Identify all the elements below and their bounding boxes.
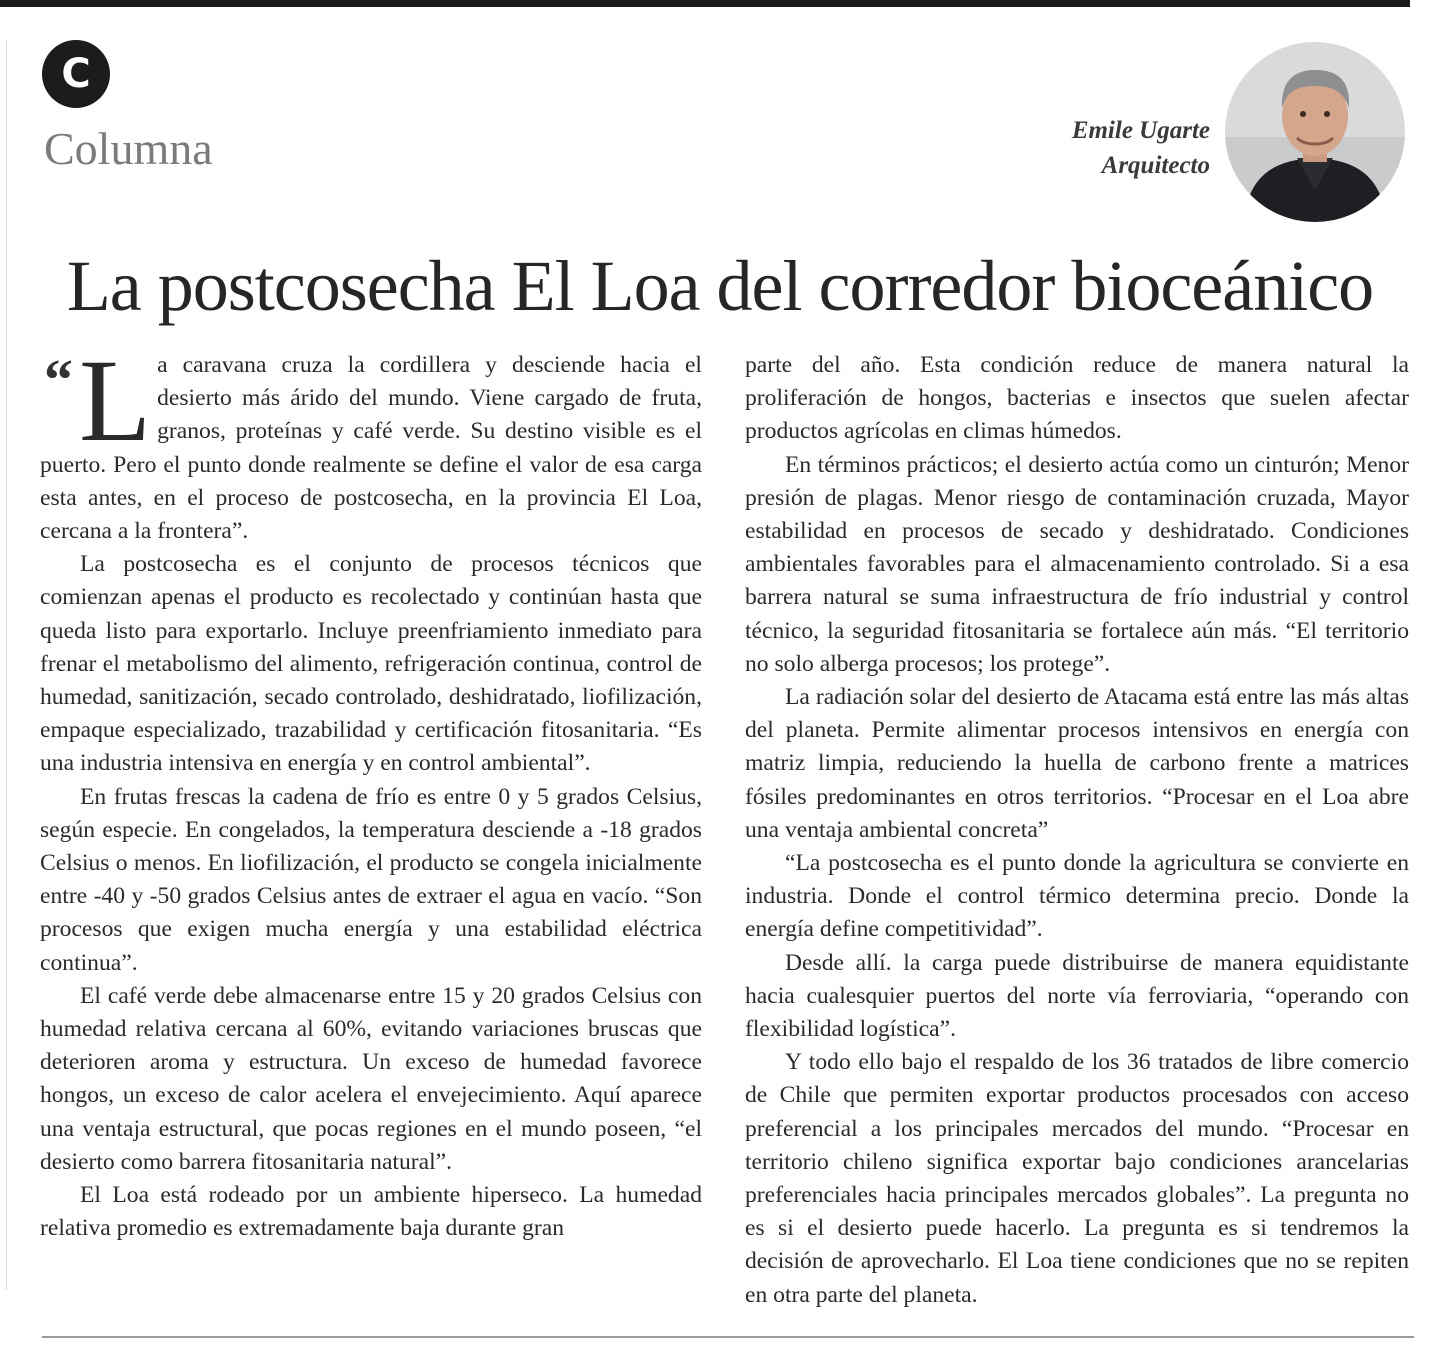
- author-photo: [1225, 42, 1405, 222]
- article-paragraph: parte del año. Esta condición reduce de manera natural la proliferación de hongos, bacterias e insectos que suelen afectar productos agrícolas en climas húmedos.: [745, 352, 1409, 445]
- article-paragraph: El Loa está rodeado por un ambiente hiperseco. La humedad relativa promedio es extremadamente baja durante gran: [40, 1182, 702, 1242]
- article-paragraph: Y todo ello bajo el respaldo de los 36 tratados de libre comercio de Chile que permiten exportar productos procesados con acceso preferencial a los principales mercados del mundo. “Procesar en territorio chileno significa exportar bajo condiciones arancelarias preferenciales hacia principales mercados globales”. La pregunta no es si el desierto puede hacerlo. La pregunta es si tendremos la decisión de aprovecharlo. El Loa tiene condiciones que no se repiten en otra parte del planeta.: [745, 1049, 1409, 1308]
- article-paragraph: La postcosecha es el conjunto de procesos técnicos que comienzan apenas el producto es recolectado y continúan hasta que queda listo para exportarlo. Incluye preenfriamiento inmediato para frenar el metabolismo del alimento, refrigeración continua, control de humedad, sanitización, secado controlado, deshidratado, liofilización, empaque especializado, trazabilidad y certificación fitosanitaria. “Es una industria intensiva en energía y en control ambiental”.: [40, 551, 702, 777]
- article-column-left: [40, 335, 702, 1245]
- article-paragraph: En términos prácticos; el desierto actúa como un cinturón; Menor presión de plagas. Menor riesgo de contaminación cruzada, Mayor estabilidad en procesos de secado y deshidratado. Condiciones ambientales favorables para el almacenamiento controlado. Si a esa barrera natural se suma infraestructura de frío industrial y control técnico, la seguridad fitosanitaria se fortalece aún más. “El territorio no solo alberga procesos; los protege”.: [745, 451, 1409, 677]
- headline: La postcosecha El Loa del corredor bioceánico: [66, 246, 1374, 326]
- paragraph-text: a caravana cruza la cordillera y desciende hacia el desierto más árido del mundo. Viene cargado de fruta, granos, proteínas y café verde. Su destino visible es el puerto. Pero el punto donde realmente se define el valor de esa carga esta antes, en el proceso de postcosecha, en la provincia El Loa, cercana a la frontera”.: [40, 352, 702, 545]
- author-name: Emile Ugarte: [1071, 117, 1210, 144]
- section-label: Columna: [44, 123, 213, 174]
- article-column-right: [745, 349, 1409, 1312]
- bottom-rule: [42, 1336, 1414, 1338]
- article-paragraph: [40, 335, 702, 548]
- author-role: Arquitecto: [1101, 152, 1210, 179]
- drop-cap: L: [79, 335, 152, 466]
- article-paragraph: “La postcosecha es el punto donde la agricultura se convierte en industria. Donde el control térmico determina precio. Donde la energía define competitividad”.: [745, 850, 1409, 943]
- left-margin-rule: [6, 40, 7, 1290]
- opening-quote-mark: “: [44, 347, 73, 412]
- byline: [1072, 113, 1210, 183]
- column-badge: C: [42, 40, 110, 108]
- article-paragraph: El café verde debe almacenarse entre 15 y 20 grados Celsius con humedad relativa cercana al 60%, evitando variaciones bruscas que deterioren aroma y estructura. Un exceso de humedad favorece hongos, un exceso de calor acelera el envejecimiento. Aquí aparece una ventaja estructural, que pocas regiones en el mundo poseen, “el desierto como barrera fitosanitaria natural”.: [40, 982, 702, 1175]
- top-rule: [0, 0, 1410, 7]
- author-portrait-icon: [1225, 42, 1405, 222]
- article-paragraph: La radiación solar del desierto de Atacama está entre las más altas del planeta. Permite alimentar procesos intensivos en energía con matriz limpia, reduciendo la huella de carbono frente a matrices fósiles predominantes en otros territorios. “Procesar en el Loa abre una ventaja ambiental concreta”: [745, 684, 1409, 843]
- article-paragraph: Desde allí. la carga puede distribuirse de manera equidistante hacia cualesquier puertos del norte vía ferroviaria, “operando con flexibilidad logística”.: [745, 949, 1409, 1043]
- article-paragraph: En frutas frescas la cadena de frío es entre 0 y 5 grados Celsius, según especie. En congelados, la temperatura desciende a -18 grados Celsius o menos. En liofilización, el producto se congela inicialmente entre -40 y -50 grados Celsius antes de extraer el agua en vacío. “Son procesos que exigen mucha energía y una estabilidad eléctrica continua”.: [40, 783, 702, 976]
